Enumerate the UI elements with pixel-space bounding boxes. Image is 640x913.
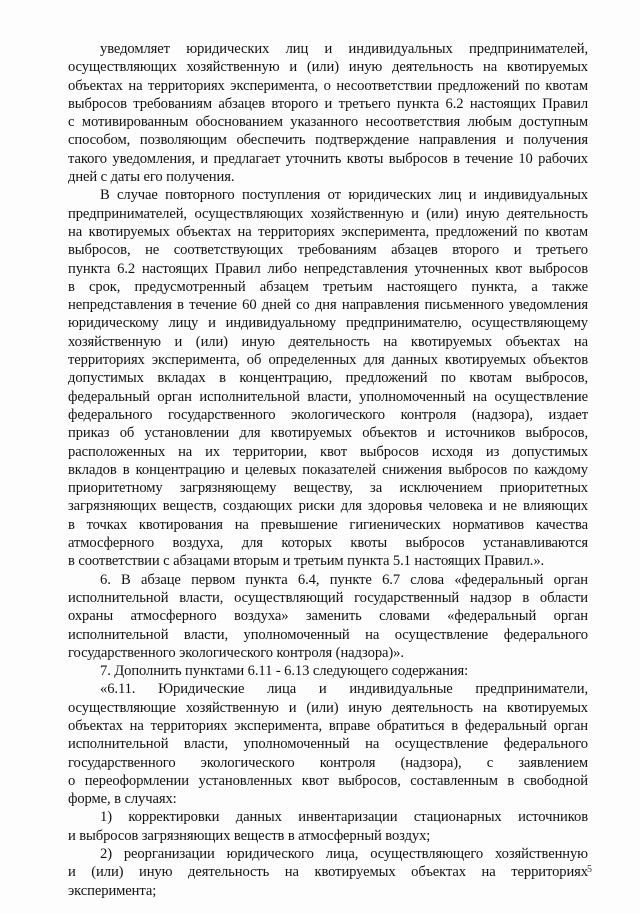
document-body [68,40,588,900]
text-line: объектах на территориях эксперимента, вправе обратиться в федеральный орган [68,717,588,734]
text-line: способом, позволяющим обеспечить подтверждение направления и получения [68,132,588,149]
page-number: 5 [587,864,592,875]
text-line: государственного экологического контроля (надзора)». [68,644,404,661]
text-line: В случае повторного поступления от юридических лиц и индивидуальных [100,187,588,204]
text-line: эксперимента; [68,882,157,899]
text-line: на квотируемых объектах на территориях эксперимента, предложений по квотам [68,223,588,240]
text-line: загрязняющих веществ, создающих риски для здоровья человека и не влияющих [68,498,588,515]
text-line: о переоформлении установленных квот выбросов, составленным в свободной [68,772,588,789]
text-line: 2) реорганизации юридического лица, осуществляющего хозяйственную [100,846,588,863]
text-line: выбросов требованиям абзацев второго и третьего пункта 6.2 настоящих Правил [68,95,588,112]
text-line: охраны атмосферного воздуха» заменить словами «федеральный орган [68,608,588,625]
text-line: непредставления в течение 60 дней со дня направления письменного уведомления [68,297,588,314]
text-line: объектах на территориях эксперимента, о несоответствии предложений по квотам [68,77,588,94]
text-line: осуществляющие хозяйственную и (или) иную деятельность на квотируемых [68,699,588,716]
text-line: предпринимателей, осуществляющих хозяйственную и (или) иную деятельность [68,205,588,222]
text-line: допустимых вкладах в концентрацию, предложений по квотам выбросов, [68,370,588,387]
text-line: 1) корректировки данных инвентаризации стационарных источников [100,809,588,826]
text-line: форме, в случаях: [68,791,177,808]
text-line: приоритетному загрязняющему веществу, за исключением приоритетных [68,480,588,497]
text-line: в точках квотирования на превышение гигиенических нормативов качества [68,516,588,533]
text-line: исполнительной власти, уполномоченный на осуществление федерального [68,736,588,753]
text-line: выбросов, не соответствующих требованиям абзацев второго и третьего [68,242,588,259]
text-line: «6.11. Юридические лица и индивидуальные предприниматели, [100,681,588,698]
text-line: исполнительной власти, осуществляющий государственный надзор в области [68,589,588,606]
text-line: уведомляет юридических лиц и индивидуальных предпринимателей, [100,41,588,57]
text-line: исполнительной власти, уполномоченный на осуществление федерального [68,626,588,643]
text-line: хозяйственную и (или) иную деятельность на квотируемых объектах на [68,333,588,350]
text-line: такого уведомления, и предлагает уточнить квоты выбросов в течение 10 рабочих [68,150,588,167]
text-line: 6. В абзаце первом пункта 6.4, пункте 6.7 слова «федеральный орган [100,571,588,588]
text-line: вкладов в концентрацию и целевых показателей снижения выбросов по каждому [68,461,588,478]
text-line: осуществляющих хозяйственную и (или) иную деятельность на квотируемых [68,59,588,76]
text-line: приказ об установлении для квотируемых объектов и источников выбросов, [68,425,588,442]
text-line: и (или) иную деятельность на квотируемых объектах на территориях [68,864,588,881]
text-line: юридическому лицу и индивидуальному предпринимателю, осуществляющему [68,315,588,332]
text-line: территориях эксперимента, об определенных для данных квотируемых объектов [68,352,588,369]
text-line: дней с даты его получения. [68,169,235,186]
text-line: в срок, предусмотренный абзацем третьим настоящего пункта, а также [68,278,588,295]
text-line: и выбросов загрязняющих веществ в атмосферный воздух; [68,827,431,844]
text-line: федеральный орган исполнительной власти, уполномоченный на осуществление [68,388,588,405]
text-line: в соответствии с абзацами вторым и третьим пункта 5.1 настоящих Правил.». [68,553,545,570]
text-line: расположенных на их территории, квот выбросов исходя из допустимых [68,443,588,460]
text-line: с мотивированным обоснованием указанного несоответствия любым доступным [68,114,588,131]
text-line: государственного экологического контроля (надзора), с заявлением [68,754,588,771]
text-line: атмосферного воздуха, для которых квоты выбросов устанавливаются [68,535,588,552]
text-line: 7. Дополнить пунктами 6.11 - 6.13 следующего содержания: [100,663,469,680]
text-line: пункта 6.2 настоящих Правил либо непредставления уточненных квот выбросов [68,260,588,277]
text-line: федерального государственного экологического контроля (надзора), издает [68,406,588,423]
